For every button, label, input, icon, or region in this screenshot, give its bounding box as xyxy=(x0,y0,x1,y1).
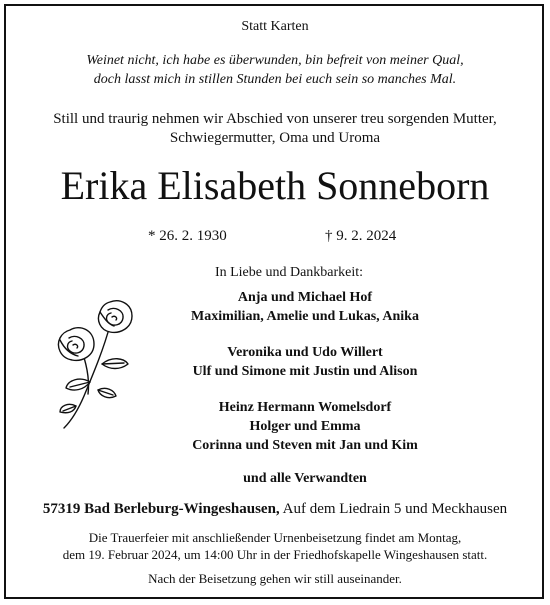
mourner-line: Corinna und Steven mit Jan und Kim xyxy=(192,438,418,453)
intro-line-1: Still und traurig nehmen wir Abschied von unserer treu sorgenden Mutter, xyxy=(53,111,497,127)
intro-line-2: Schwiegermutter, Oma und Uroma xyxy=(169,130,381,146)
mourner-line: Maximilian, Amelie und Lukas, Anika xyxy=(191,309,419,324)
birth-date: * 26. 2. 1930 xyxy=(148,228,227,244)
mourner-line: Anja und Michael Hof xyxy=(237,290,373,305)
ceremony-line-2: dem 19. Februar 2024, um 14:00 Uhr in der Friedhofskapelle Wingeshausen statt. xyxy=(62,547,488,562)
mourner-line: Holger und Emma xyxy=(249,419,361,434)
closing-line: Nach der Beisetzung gehen wir still auseinander. xyxy=(148,571,402,586)
mourner-line: Ulf und Simone mit Justin und Alison xyxy=(192,364,418,379)
death-date: † 9. 2. 2024 xyxy=(325,228,397,244)
poem-line-1: Weinet nicht, ich habe es überwunden, bin befreit von meiner Qual, xyxy=(86,53,464,68)
rose-icon xyxy=(40,290,140,430)
relatives-line: und alle Verwandten xyxy=(243,471,367,486)
mourner-line: Veronika und Udo Willert xyxy=(227,345,383,360)
deceased-name: Erika Elisabeth Sonneborn xyxy=(60,163,490,208)
ceremony-line-1: Die Trauerfeier mit anschließender Urnenbeisetzung findet am Montag, xyxy=(88,530,462,545)
mourners-intro: In Liebe und Dankbarkeit: xyxy=(214,265,364,280)
poem-line-2: doch lasst mich in stillen Stunden bei euch sein so manches Mal. xyxy=(93,72,457,87)
address-line xyxy=(0,501,550,518)
mourner-line: Heinz Hermann Womelsdorf xyxy=(218,400,392,415)
address-street: Auf dem Liedrain 5 und Meckhausen xyxy=(282,501,508,517)
header-label: Statt Karten xyxy=(241,19,309,34)
address-place: 57319 Bad Berleburg-Wingeshausen, xyxy=(42,501,280,517)
